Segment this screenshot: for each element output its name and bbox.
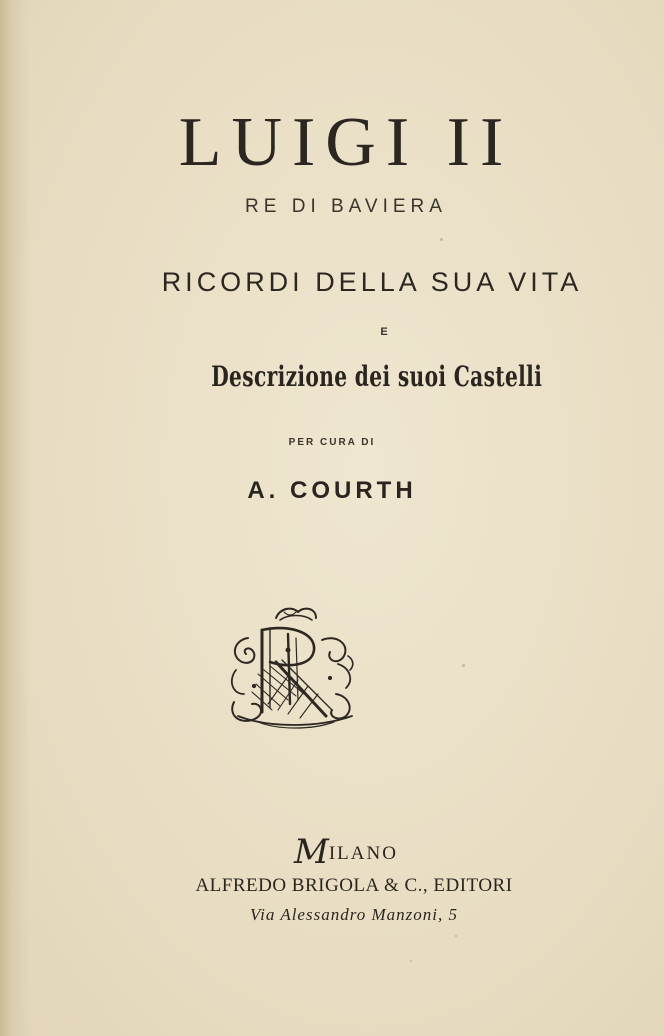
author-name: A. COURTH bbox=[247, 477, 417, 504]
book-subheading: RICORDI DELLA SUA VITA bbox=[161, 267, 583, 297]
book-subtitle: RE DI BAVIERA bbox=[245, 196, 447, 217]
paper-speck bbox=[440, 238, 443, 241]
publisher-name: ALFREDO BRIGOLA & C., EDITORI bbox=[195, 875, 513, 896]
imprint-city bbox=[0, 832, 664, 872]
book-subheading-gothic: Descrizione dei suoi Castelli bbox=[211, 360, 543, 393]
publisher-monogram-icon bbox=[218, 604, 368, 732]
publisher-address: Via Alessandro Manzoni, 5 bbox=[250, 905, 458, 924]
conjunction: E bbox=[380, 326, 388, 338]
paper-speck bbox=[410, 960, 412, 962]
paper-speck bbox=[462, 664, 465, 667]
editor-prefix: PER CURA DI bbox=[288, 437, 376, 448]
book-title: LUIGI II bbox=[178, 104, 514, 181]
city-initial: M bbox=[294, 832, 329, 872]
paper-speck bbox=[455, 935, 457, 937]
city-rest: ILANO bbox=[328, 843, 398, 864]
